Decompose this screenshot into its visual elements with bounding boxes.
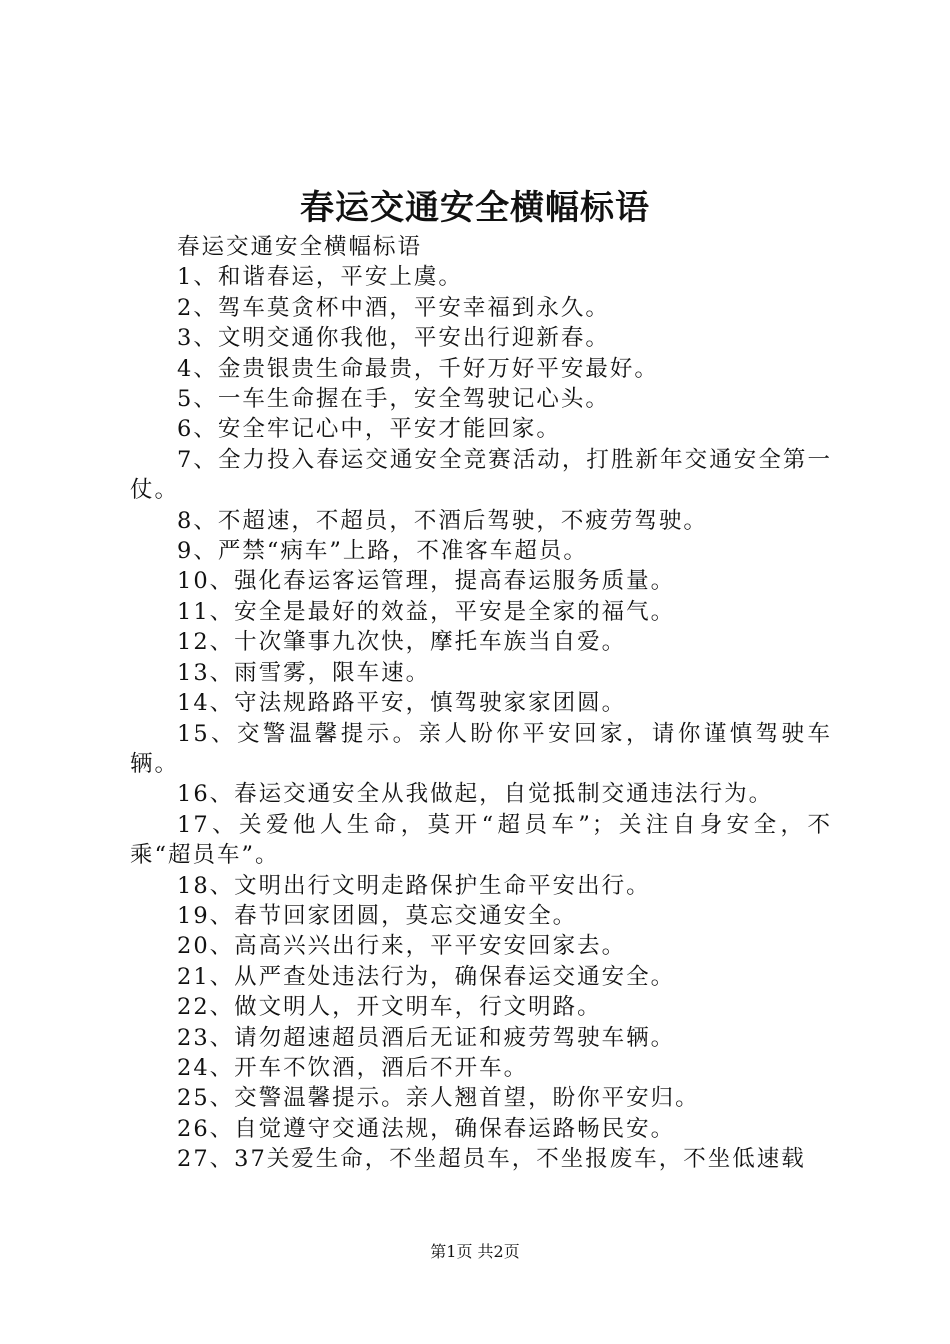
slogan-item: 13、雨雪雾，限车速。 [177, 659, 431, 686]
paragraph-heading: 春运交通安全横幅标语 [177, 234, 423, 260]
slogan-item: 14、守法规路路平安，慎驾驶家家团圆。 [177, 690, 627, 717]
slogan-item: 27、37关爱生命，不坐超员车，不坐报废车，不坐低速载 [177, 1146, 806, 1173]
slogan-item: 24、开车不饮酒，酒后不开车。 [177, 1054, 529, 1081]
slogan-item: 5、一车生命握在手，安全驾驶记心头。 [177, 386, 610, 413]
slogan-item: 19、春节回家团圆，莫忘交通安全。 [177, 902, 578, 929]
slogan-item: 26、自觉遵守交通法规，确保春运路畅民安。 [177, 1115, 676, 1142]
slogan-item: 18、文明出行文明走路保护生命平安出行。 [177, 872, 651, 899]
slogan-item: 23、请勿超速超员酒后无证和疲劳驾驶车辆。 [177, 1024, 676, 1051]
slogan-item: 16、春运交通安全从我做起，自觉抵制交通违法行为。 [177, 781, 774, 808]
slogan-item: 4、金贵银贵生命最贵，千好万好平安最好。 [177, 355, 659, 382]
slogan-item: 3、文明交通你我他，平安出行迎新春。 [177, 325, 610, 352]
slogan-item: 12、十次肇事九次快，摩托车族当自爱。 [177, 629, 627, 656]
slogan-item: 11、安全是最好的效益，平安是全家的福气。 [177, 598, 676, 625]
slogan-item: 9、严禁“病车”上路，不准客车超员。 [177, 538, 588, 565]
slogan-item: 17、关爱他人生命，莫开“超员车”；关注自身安全，不乘“超员车”。 [130, 811, 832, 869]
page-footer: 第1页 共2页 [430, 1242, 520, 1261]
document-body [130, 232, 832, 1175]
slogan-item: 21、从严查处违法行为，确保春运交通安全。 [177, 963, 676, 990]
slogan-item: 25、交警温馨提示。亲人翘首望，盼你平安归。 [177, 1085, 700, 1112]
slogan-item: 20、高高兴兴出行来，平平安安回家去。 [177, 933, 627, 960]
slogan-item: 8、不超速，不超员，不酒后驾驶，不疲劳驾驶。 [177, 507, 708, 534]
slogan-item: 1、和谐春运，平安上虞。 [177, 264, 463, 291]
slogan-item: 15、交警温馨提示。亲人盼你平安回家，请你谨慎驾驶车辆。 [130, 720, 832, 777]
slogan-item: 2、驾车莫贪杯中酒，平安幸福到永久。 [177, 294, 610, 321]
slogan-item: 10、强化春运客运管理，提高春运服务质量。 [177, 568, 676, 595]
slogan-item: 7、全力投入春运交通安全竞赛活动，打胜新年交通安全第一仗。 [130, 446, 832, 504]
document-title: 春运交通安全横幅标语 [300, 188, 650, 228]
slogan-item: 22、做文明人，开文明车，行文明路。 [177, 994, 602, 1021]
slogan-item: 6、安全牢记心中，平安才能回家。 [177, 416, 561, 443]
